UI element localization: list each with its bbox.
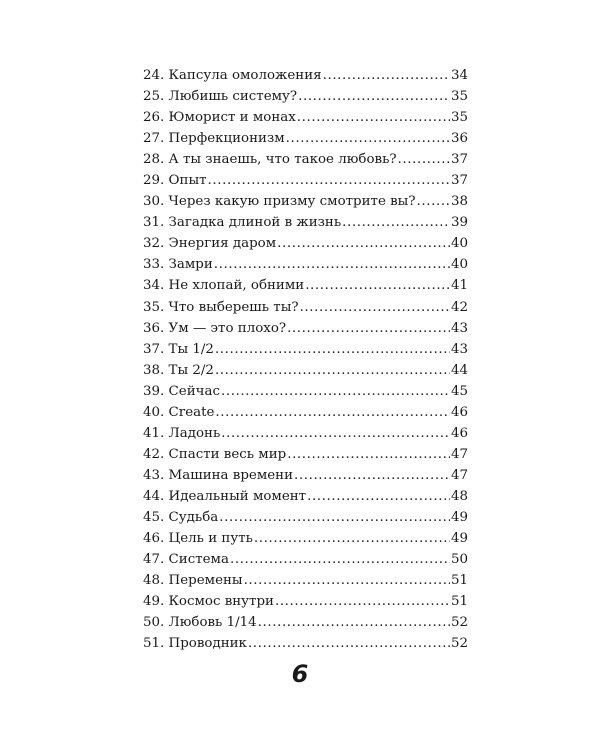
toc-leader-dots	[275, 591, 450, 612]
toc-entry	[143, 275, 468, 296]
toc-leader-dots	[398, 149, 450, 170]
toc-entry-title: 44. Идеальный момент	[143, 488, 307, 504]
toc-entry-page: 37	[450, 152, 468, 168]
toc-entry	[143, 444, 468, 465]
toc-entry-page: 46	[450, 425, 468, 441]
toc-leader-dots	[297, 107, 450, 128]
toc-entry-page: 48	[450, 488, 468, 504]
toc-leader-dots	[287, 444, 450, 465]
toc-entry-title: 31. Загадка длиной в жизнь	[143, 215, 342, 231]
toc-entry-page: 51	[450, 594, 468, 610]
toc-entry	[143, 633, 468, 654]
toc-entry-title: 32. Энергия даром	[143, 236, 277, 252]
toc-entry-title: 48. Перемены	[143, 573, 243, 589]
toc-entry-title: 35. Что выберешь ты?	[143, 299, 299, 315]
toc-entry-page: 39	[450, 215, 468, 231]
toc-leader-dots	[254, 528, 450, 549]
toc-entry	[143, 128, 468, 149]
toc-entry	[143, 591, 468, 612]
table-of-contents	[143, 65, 468, 654]
toc-entry-title: 45. Судьба	[143, 509, 219, 525]
toc-entry	[143, 65, 468, 86]
toc-entry-title: 47. Система	[143, 552, 229, 568]
toc-entry-title: 29. Опыт	[143, 173, 207, 189]
toc-leader-dots	[298, 86, 450, 107]
toc-entry-page: 41	[450, 278, 468, 294]
toc-entry-title: 33. Замри	[143, 257, 213, 273]
toc-entry-page: 46	[450, 404, 468, 420]
toc-entry-title: 39. Сейчас	[143, 383, 220, 399]
toc-entry	[143, 339, 468, 360]
toc-entry-title: 41. Ладонь	[143, 425, 221, 441]
toc-entry-page: 36	[450, 131, 468, 147]
toc-entry-title: 38. Ты 2/2	[143, 362, 214, 378]
toc-entry	[143, 507, 468, 528]
toc-entry-page: 35	[450, 89, 468, 105]
toc-leader-dots	[287, 318, 450, 339]
toc-entry-page: 40	[450, 236, 468, 252]
toc-entry	[143, 233, 468, 254]
toc-entry	[143, 423, 468, 444]
toc-entry	[143, 381, 468, 402]
toc-entry	[143, 107, 468, 128]
toc-leader-dots	[221, 381, 450, 402]
page-number: 6	[291, 660, 309, 688]
toc-entry-title: 30. Через какую призму смотрите вы?	[143, 194, 416, 210]
toc-entry-title: 26. Юморист и монах	[143, 110, 296, 126]
toc-entry-page: 51	[450, 573, 468, 589]
toc-entry	[143, 549, 468, 570]
toc-entry-page: 52	[450, 615, 468, 631]
toc-entry-title: 37. Ты 1/2	[143, 341, 214, 357]
toc-entry	[143, 486, 468, 507]
toc-entry	[143, 528, 468, 549]
toc-entry-page: 34	[450, 68, 468, 83]
toc-leader-dots	[208, 170, 450, 191]
toc-entry	[143, 360, 468, 381]
toc-entry-page: 49	[450, 509, 468, 525]
toc-entry-page: 44	[450, 362, 468, 378]
toc-entry-title: 46. Цель и путь	[143, 531, 253, 547]
toc-entry	[143, 149, 468, 170]
toc-leader-dots	[214, 254, 450, 275]
toc-leader-dots	[294, 465, 450, 486]
toc-entry-title: 27. Перфекционизм	[143, 131, 285, 147]
toc-entry-page: 52	[450, 636, 468, 652]
toc-entry-title: 43. Машина времени	[143, 467, 294, 483]
toc-entry-title: 42. Спасти весь мир	[143, 446, 287, 462]
toc-leader-dots	[215, 360, 450, 381]
toc-entry-page: 47	[450, 467, 468, 483]
toc-entry-title: 40. Create	[143, 404, 215, 420]
toc-leader-dots	[219, 507, 450, 528]
toc-entry-page: 47	[450, 446, 468, 462]
toc-entry-title: 28. А ты знаешь, что такое любовь?	[143, 152, 397, 168]
toc-entry-page: 40	[450, 257, 468, 273]
toc-entry-page: 38	[450, 194, 468, 210]
toc-entry-page: 43	[450, 320, 468, 336]
toc-entry-page: 42	[450, 299, 468, 315]
toc-entry	[143, 612, 468, 633]
toc-entry-title: 50. Любовь 1/14	[143, 615, 257, 631]
toc-leader-dots	[215, 339, 450, 360]
toc-leader-dots	[307, 486, 450, 507]
toc-entry	[143, 191, 468, 212]
toc-entry-title: 34. Не хлопай, обними	[143, 278, 305, 294]
toc-entry-page: 43	[450, 341, 468, 357]
toc-leader-dots	[305, 275, 450, 296]
toc-leader-dots	[277, 233, 450, 254]
toc-entry-page: 50	[450, 552, 468, 568]
toc-entry	[143, 297, 468, 318]
toc-leader-dots	[417, 191, 450, 212]
toc-entry	[143, 86, 468, 107]
toc-entry	[143, 465, 468, 486]
toc-entry-title: 49. Космос внутри	[143, 594, 274, 610]
toc-leader-dots	[323, 65, 450, 86]
toc-leader-dots	[215, 402, 450, 423]
toc-entry	[143, 212, 468, 233]
toc-entry-title: 51. Проводник	[143, 636, 247, 652]
toc-leader-dots	[300, 297, 450, 318]
toc-entry	[143, 570, 468, 591]
toc-entry-title: 24. Капсула омоложения	[143, 68, 322, 83]
toc-entry-title: 36. Ум — это плохо?	[143, 320, 287, 336]
toc-leader-dots	[221, 423, 450, 444]
toc-leader-dots	[286, 128, 450, 149]
toc-leader-dots	[248, 633, 450, 654]
toc-entry-page: 37	[450, 173, 468, 189]
toc-entry	[143, 254, 468, 275]
toc-entry-title: 25. Любишь систему?	[143, 89, 298, 105]
toc-entry	[143, 170, 468, 191]
toc-leader-dots	[244, 570, 450, 591]
toc-entry	[143, 318, 468, 339]
toc-leader-dots	[342, 212, 450, 233]
toc-leader-dots	[230, 549, 450, 570]
toc-entry-page: 45	[450, 383, 468, 399]
toc-entry-page: 49	[450, 531, 468, 547]
toc-entry-page: 35	[450, 110, 468, 126]
toc-leader-dots	[258, 612, 450, 633]
toc-entry	[143, 402, 468, 423]
